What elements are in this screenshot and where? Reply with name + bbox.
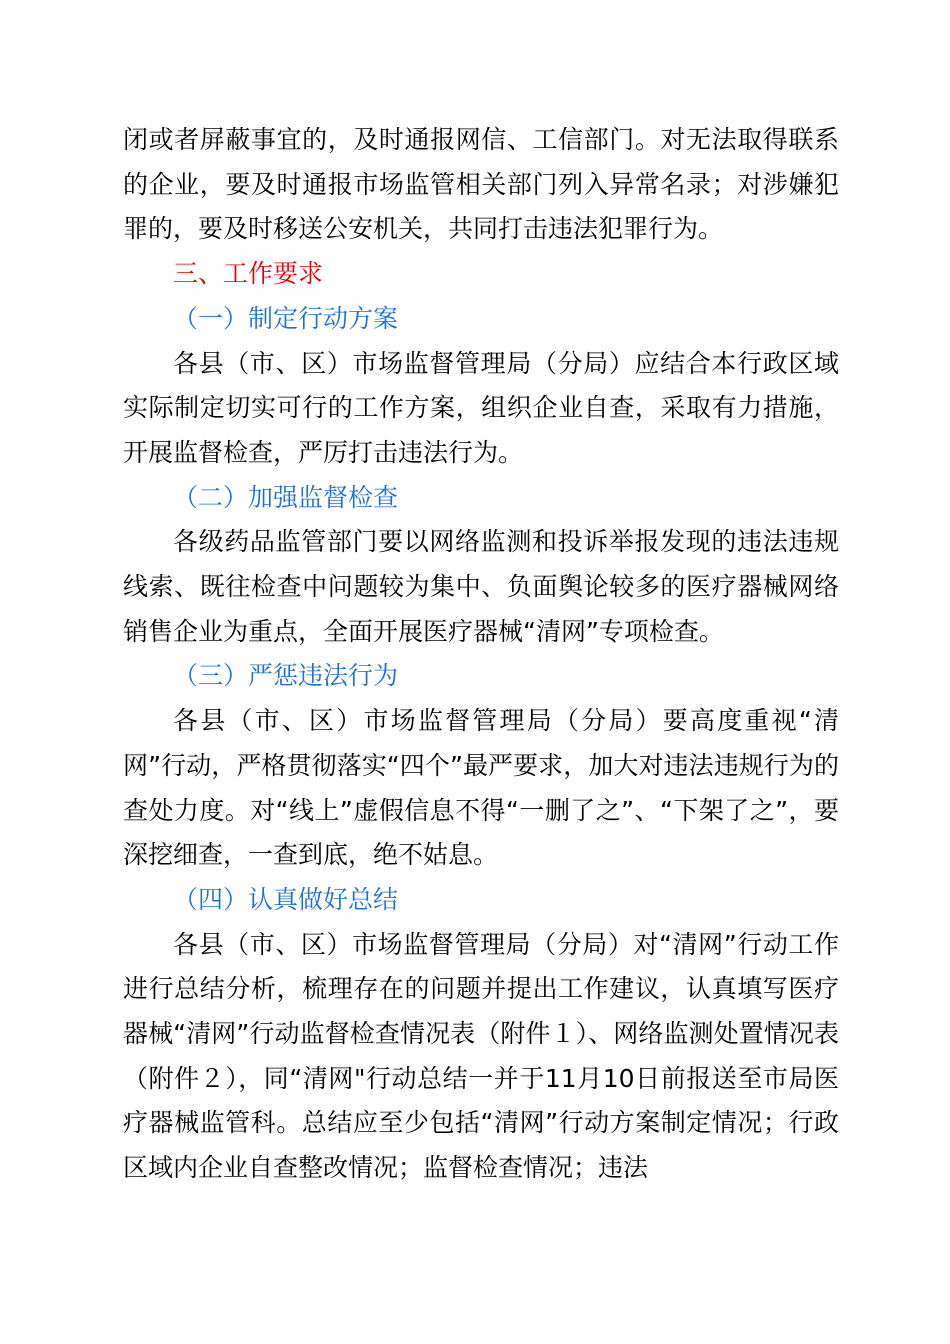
subheading-supervision: （二）加强监督检查 <box>173 482 399 512</box>
paragraph-punishment: 各县（市、区）市场监督管理局（分局）要高度重视“清网”行动，严格贯彻落实“四个”最严要求，加大对违法违规行为的查处力度。对“线上”虚假信息不得“一删了之”、“下架了之”，要深挖细查，一查到底，绝不姑息。 <box>123 706 839 870</box>
section-heading-work-requirements: 三、工作要求 <box>173 259 324 289</box>
paragraph-continuation: 闭或者屏蔽事宜的，及时通报网信、工信部门。对无法取得联系的企业，要及时通报市场监管相关部门列入异常名录；对涉嫌犯罪的，要及时移送公安机关，共同打击违法犯罪行为。 <box>123 125 839 244</box>
subheading-summary: （四）认真做好总结 <box>173 884 399 914</box>
paragraph-summary: 各县（市、区）市场监督管理局（分局）对“清网”行动工作进行总结分析，梳理存在的问题并提出工作建议，认真填写医疗器械“清网”行动监督检查情况表（附件１）、网络监测处置情况表（附件２），同“清网"行动总结一并于11月10日前报送至市局医疗器械监管科。总结应至少包括“清网”行动方案制定情况；行政区域内企业自查整改情况；监督检查情况；违法 <box>123 929 839 1183</box>
subheading-action-plan: （一）制定行动方案 <box>173 303 399 333</box>
document-body <box>123 118 839 1191</box>
subheading-punishment: （三）严惩违法行为 <box>173 661 399 691</box>
paragraph-supervision: 各级药品监管部门要以网络监测和投诉举报发现的违法违规线索、既往检查中问题较为集中、负面舆论较多的医疗器械网络销售企业为重点，全面开展医疗器械“清网”专项检查。 <box>123 527 839 646</box>
paragraph-action-plan: 各县（市、区）市场监督管理局（分局）应结合本行政区域实际制定切实可行的工作方案，组织企业自查，采取有力措施，开展监督检查，严厉打击违法行为。 <box>123 348 839 467</box>
